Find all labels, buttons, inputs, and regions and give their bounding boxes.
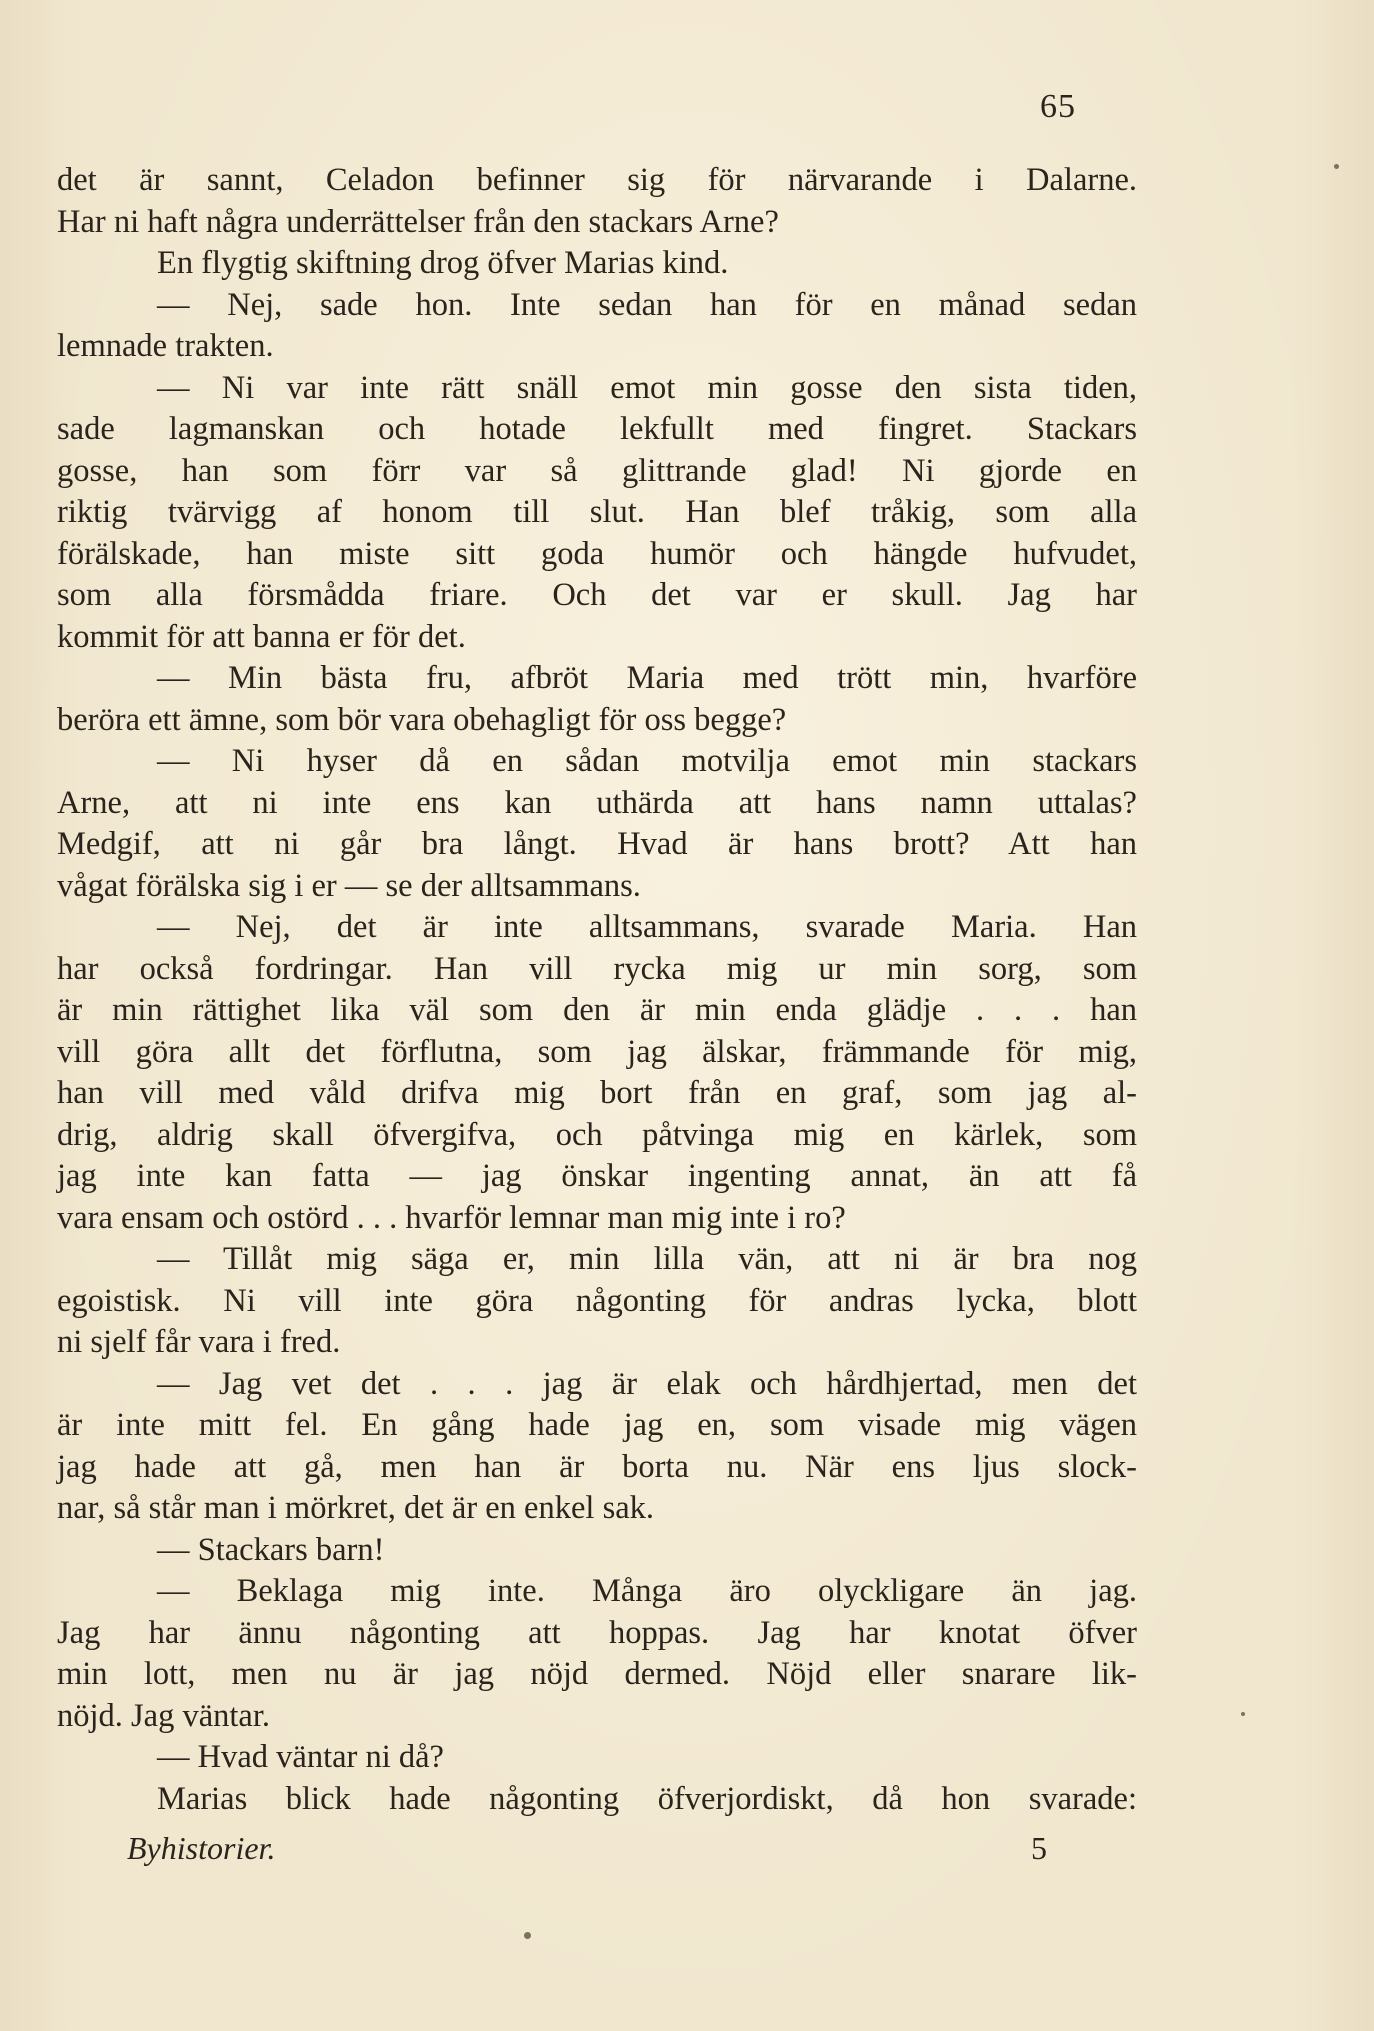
text-line: som alla försmådda friare. Och det var er skull. Jag har <box>57 577 1137 613</box>
print-speck <box>1334 164 1339 169</box>
text-line: jag hade att gå, men han är borta nu. När ens ljus slock- <box>57 1448 1137 1485</box>
text-line: — Ni hyser då en sådan motvilja emot min stackars <box>157 743 1137 779</box>
text-line: Arne, att ni inte ens kan uthärda att hans namn uttalas? <box>57 784 1137 821</box>
text-line: riktig tvärvigg af honom till slut. Han blef tråkig, som alla <box>57 494 1137 530</box>
text-line: beröra ett ämne, som bör vara obehagligt för oss begge? <box>57 701 787 738</box>
text-line: sade lagmanskan och hotade lekfullt med fingret. Stackars <box>57 411 1137 447</box>
signature-mark: 5 <box>1031 1830 1047 1866</box>
page-number: 65 <box>1040 88 1076 125</box>
body-text <box>57 160 1137 1820</box>
text-line: ni sjelf får vara i fred. <box>57 1324 341 1360</box>
text-line: drig, aldrig skall öfvergifva, och påtvinga mig en kärlek, som <box>57 1116 1137 1153</box>
text-line: lemnade trakten. <box>57 328 274 364</box>
text-line: min lott, men nu är jag nöjd dermed. Nöjd eller snarare lik- <box>57 1656 1137 1692</box>
text-line: Medgif, att ni går bra långt. Hvad är hans brott? Att han <box>57 826 1137 862</box>
text-line: jag inte kan fatta — jag önskar ingenting annat, än att få <box>57 1158 1137 1194</box>
text-line: förälskade, han miste sitt goda humör och hängde hufvudet, <box>57 535 1137 572</box>
print-speck <box>1241 1712 1245 1716</box>
text-line: är inte mitt fel. En gång hade jag en, som visade mig vägen <box>57 1407 1137 1443</box>
text-line: — Tillåt mig säga er, min lilla vän, att ni är bra nog <box>157 1241 1137 1277</box>
text-line: Jag har ännu någonting att hoppas. Jag har knotat öfver <box>57 1614 1137 1651</box>
text-line: egoistisk. Ni vill inte göra någonting för andras lycka, blott <box>57 1282 1137 1319</box>
text-line: gosse, han som förr var så glittrande glad! Ni gjorde en <box>57 452 1137 489</box>
text-line: — Hvad väntar ni då? <box>157 1739 444 1775</box>
text-line: det är sannt, Celadon befinner sig för närvarande i Dalarne. <box>57 162 1137 198</box>
text-line: vågat förälska sig i er — se der alltsammans. <box>57 867 641 904</box>
print-speck <box>524 1932 531 1939</box>
text-line: är min rättighet lika väl som den är min enda glädje . . . han <box>57 992 1137 1028</box>
text-line: — Beklaga mig inte. Många äro olyckligare än jag. <box>157 1573 1137 1609</box>
text-line: vill göra allt det förflutna, som jag älskar, främmande för mig, <box>57 1033 1137 1070</box>
text-line: nöjd. Jag väntar. <box>57 1697 271 1734</box>
text-line: Marias blick hade någonting öfverjordiskt, då hon svarade: <box>157 1780 1137 1817</box>
text-line: — Nej, det är inte alltsammans, svarade Maria. Han <box>157 909 1137 945</box>
text-line: — Jag vet det . . . jag är elak och hårdhjertad, men det <box>157 1365 1137 1402</box>
text-line: En flygtig skiftning drog öfver Marias kind. <box>157 245 729 281</box>
text-line: — Nej, sade hon. Inte sedan han för en månad sedan <box>157 286 1137 323</box>
text-line: vara ensam och ostörd . . . hvarför lemnar man mig inte i ro? <box>57 1199 846 1236</box>
text-line: han vill med våld drifva mig bort från en graf, som jag al- <box>57 1075 1137 1111</box>
text-line: — Stackars barn! <box>157 1531 385 1568</box>
text-line: kommit för att banna er för det. <box>57 618 466 655</box>
text-line: har också fordringar. Han vill rycka mig ur min sorg, som <box>57 950 1137 987</box>
text-line: — Min bästa fru, afbröt Maria med trött min, hvarföre <box>157 660 1137 696</box>
text-line: Har ni haft några underrättelser från den stackars Arne? <box>57 203 779 240</box>
running-title: Byhistorier. <box>127 1830 276 1866</box>
page-footer <box>127 1830 1047 1874</box>
text-line: — Ni var inte rätt snäll emot min gosse den sista tiden, <box>157 369 1137 406</box>
text-line: nar, så står man i mörkret, det är en enkel sak. <box>57 1490 655 1526</box>
